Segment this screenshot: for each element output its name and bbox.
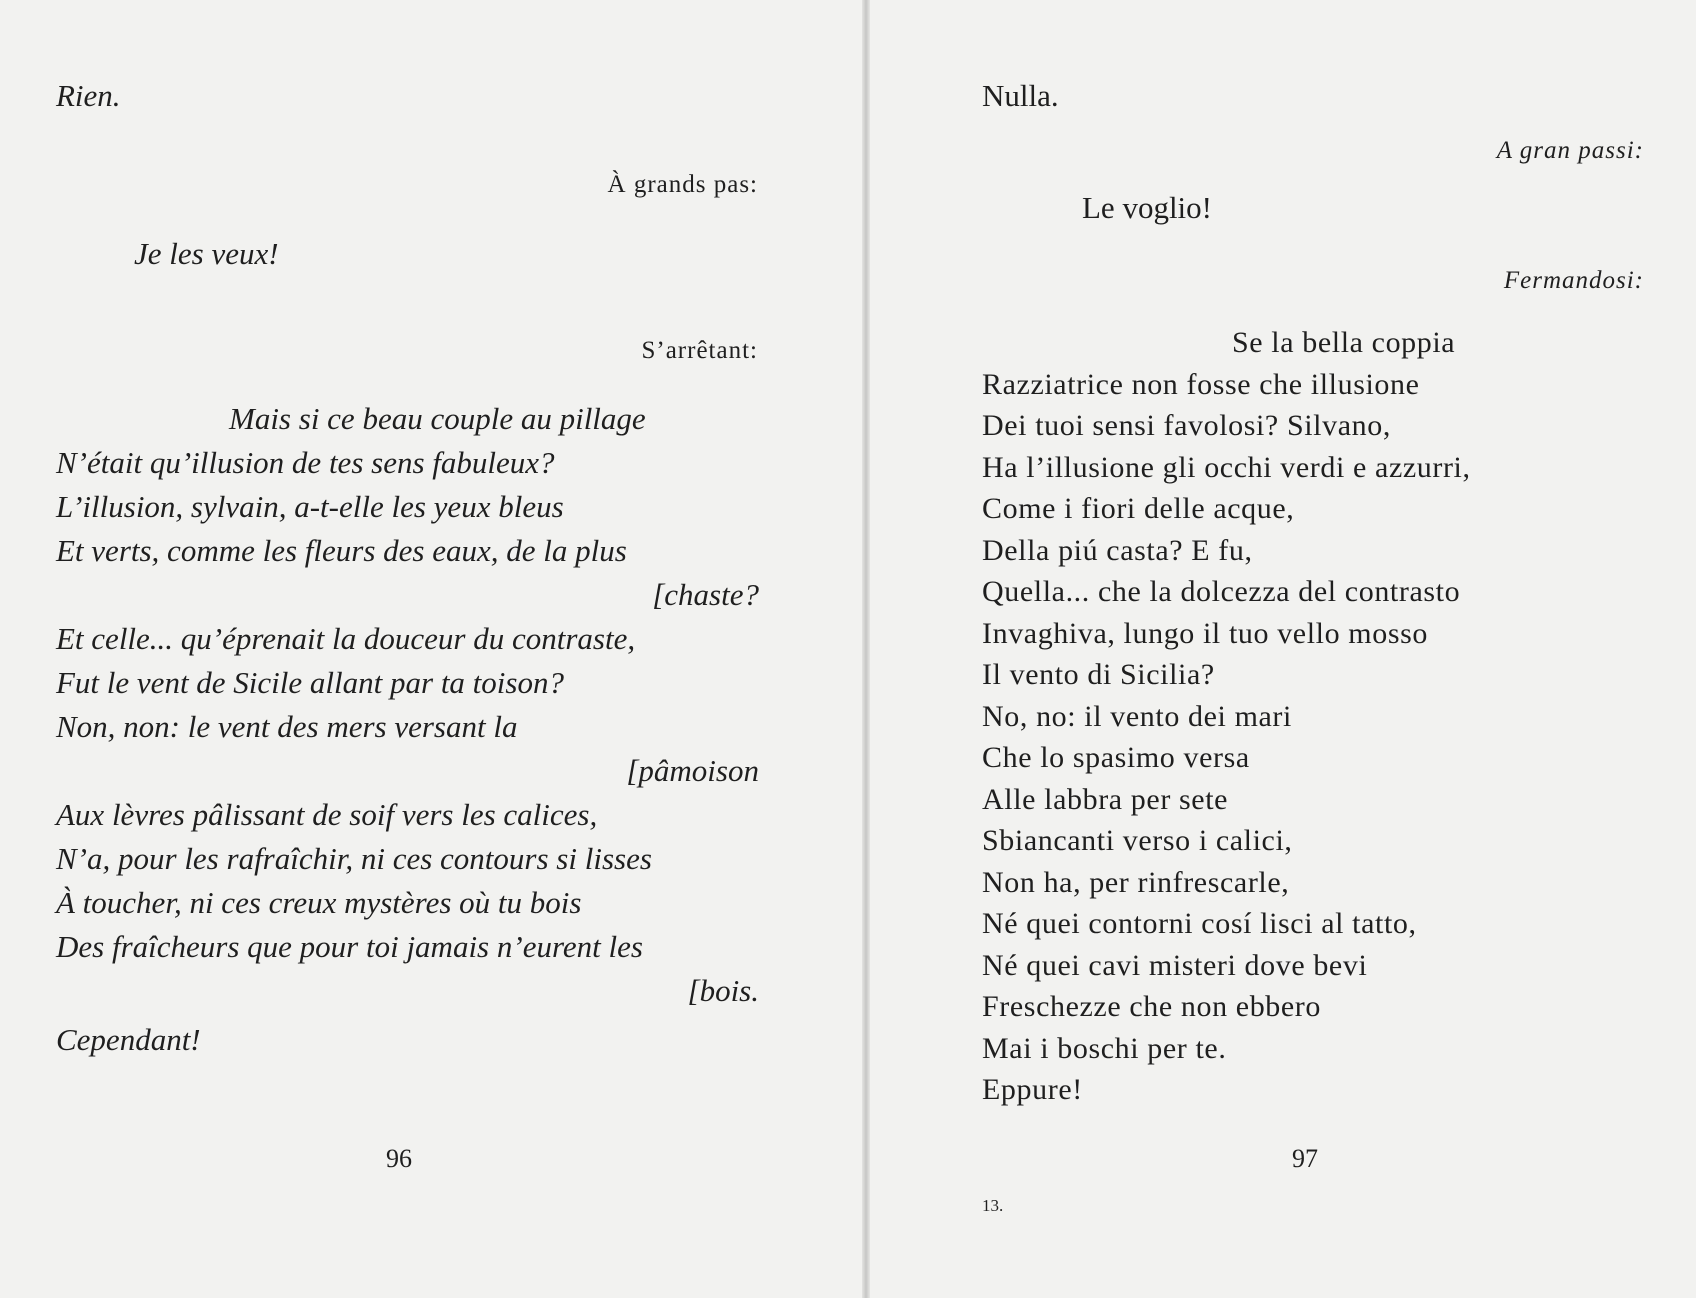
verse-line: Se la bella coppia <box>1232 326 1456 359</box>
verse-line: Della piú casta? E fu, <box>982 533 1253 567</box>
signature-mark: 13. <box>982 1196 1004 1215</box>
verse-line: Quella... che la dolcezza del contrasto <box>982 575 1461 608</box>
verse-line: Ha l’illusione gli occhi verdi e azzurri, <box>982 450 1471 484</box>
verse-line: L’illusion, sylvain, a-t-elle les yeux bleus <box>56 489 564 524</box>
verse-line: À toucher, ni ces creux mystères où tu bois <box>56 885 582 920</box>
verse-line: Che lo spasimo versa <box>982 741 1250 774</box>
verse-line: [chaste? <box>652 577 759 612</box>
stage-direction: A gran passi: <box>1496 137 1644 164</box>
verse-block <box>56 397 759 1013</box>
verse-line: Fut le vent de Sicile allant par ta toison? <box>56 665 564 700</box>
verse-line: Non, non: le vent des mers versant la <box>56 709 518 744</box>
verse-line: [pâmoison <box>626 753 759 788</box>
verse-block <box>982 322 1662 1111</box>
verse-line: N’était qu’illusion de tes sens fabuleux? <box>56 445 555 480</box>
exclamation: Je les veux! <box>134 236 279 271</box>
stage-direction: À grands pas: <box>607 171 758 198</box>
verse-line: Dei tuoi sensi favolosi? Silvano, <box>982 409 1391 442</box>
verse-line: Et verts, comme les fleurs des eaux, de la plus <box>56 533 627 568</box>
verse-line: No, no: il vento dei mari <box>982 699 1292 733</box>
verse-line: Né quei contorni cosí lisci al tatto, <box>982 907 1417 940</box>
verse-line: Des fraîcheurs que pour toi jamais n’eurent les <box>56 929 643 964</box>
verse-line: Né quei cavi misteri dove bevi <box>982 948 1368 982</box>
right-page <box>870 0 1696 1298</box>
speaker-line: Nulla. <box>982 78 1059 113</box>
verse-line: Eppure! <box>982 1073 1083 1106</box>
exclamation: Le voglio! <box>1082 190 1212 225</box>
page-number: 97 <box>1292 1144 1318 1173</box>
verse-line: [bois. <box>687 973 759 1008</box>
verse-line: Sbiancanti verso i calici, <box>982 824 1293 857</box>
closing-line: Cependant! <box>56 1022 201 1057</box>
stage-direction: S’arrêtant: <box>641 337 758 364</box>
speaker-line: Rien. <box>56 78 121 113</box>
verse-line: Alle labbra per sete <box>982 782 1229 816</box>
verse-line: Non ha, per rinfrescarle, <box>982 865 1290 899</box>
verse-line: Freschezze che non ebbero <box>982 990 1321 1023</box>
verse-line: Invaghiva, lungo il tuo vello mosso <box>982 616 1428 650</box>
verse-line: Mais si ce beau couple au pillage <box>229 401 646 436</box>
verse-line: Aux lèvres pâlissant de soif vers les calices, <box>56 797 598 832</box>
book-gutter <box>862 0 870 1298</box>
verse-line: Mai i boschi per te. <box>982 1031 1227 1065</box>
verse-line: N’a, pour les rafraîchir, ni ces contours si lisses <box>56 841 652 876</box>
stage-direction: Fermandosi: <box>1503 267 1644 294</box>
verse-line: Et celle... qu’éprenait la douceur du contraste, <box>56 621 636 656</box>
page-number: 96 <box>386 1144 412 1173</box>
verse-line: Razziatrice non fosse che illusione <box>982 367 1420 401</box>
verse-line: Come i fiori delle acque, <box>982 492 1295 525</box>
verse-line: Il vento di Sicilia? <box>982 658 1215 691</box>
